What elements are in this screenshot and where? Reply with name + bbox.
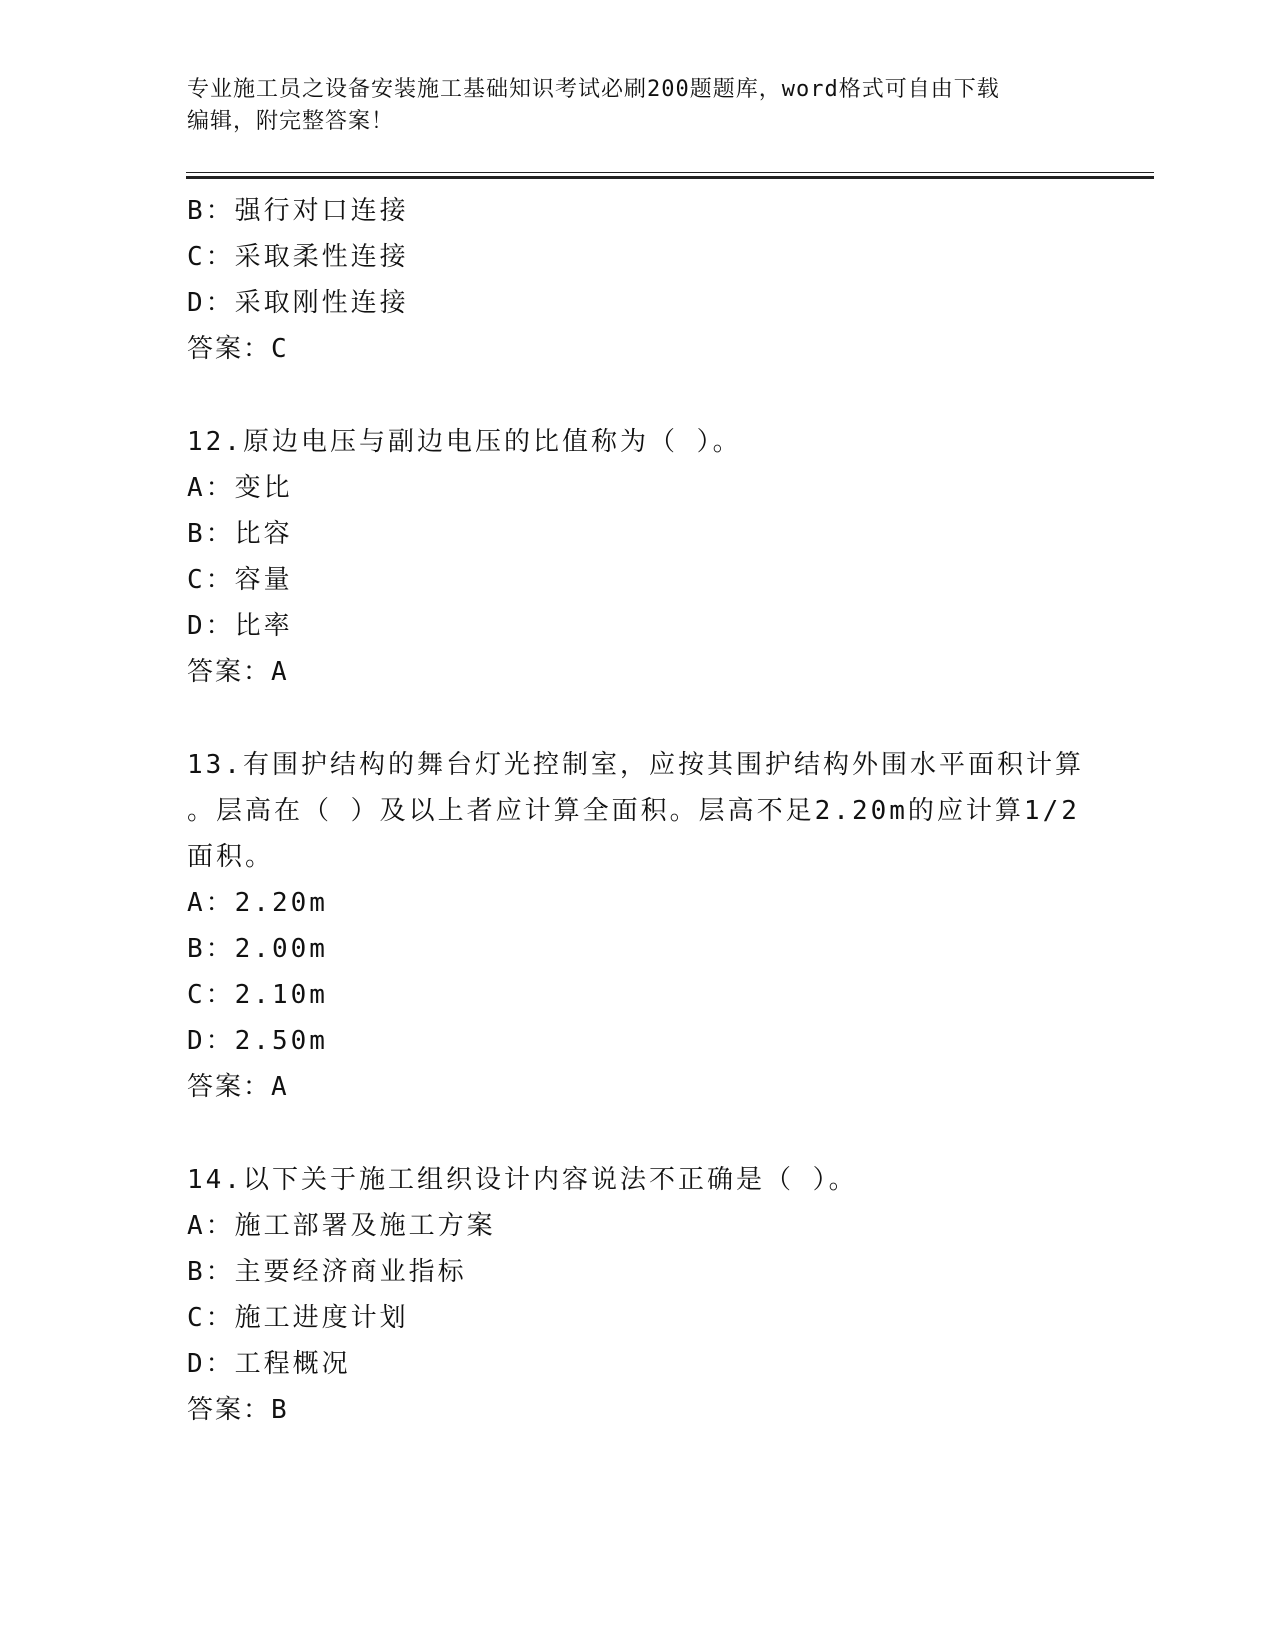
option-c: C：2.10m — [187, 980, 328, 1010]
option-b: B：强行对口连接 — [187, 196, 409, 226]
page-header — [187, 74, 1067, 138]
question-content — [187, 188, 1087, 1433]
option-b: B：2.00m — [187, 934, 328, 964]
option-d: D：工程概况 — [187, 1349, 351, 1379]
option-c: C：容量 — [187, 565, 293, 595]
option-c: C：施工进度计划 — [187, 1303, 409, 1333]
option-a: A：变比 — [187, 473, 293, 503]
answer: 答案：C — [187, 334, 289, 364]
header-line-2: 编辑，附完整答案！ — [187, 109, 395, 134]
question-stem: 14.以下关于施工组织设计内容说法不正确是（ ）。 — [187, 1165, 858, 1195]
answer: 答案：A — [187, 1072, 289, 1102]
question-stem-line-2: 。层高在（ ）及以上者应计算全面积。层高不足2.20m的应计算1/2 — [187, 796, 1080, 826]
header-rule-thick — [186, 176, 1154, 179]
option-d: D：采取刚性连接 — [187, 288, 409, 318]
question-stem: 12.原边电压与副边电压的比值称为（ ）。 — [187, 427, 742, 457]
option-a: A：2.20m — [187, 888, 328, 918]
question-stem-line-1: 13.有围护结构的舞台灯光控制室，应按其围护结构外围水平面积计算 — [187, 750, 1084, 780]
header-line-1: 专业施工员之设备安装施工基础知识考试必刷200题题库，word格式可自由下载 — [187, 77, 1000, 102]
header-rule-thin — [186, 172, 1154, 173]
question-12 — [187, 419, 1087, 695]
option-d: D：2.50m — [187, 1026, 328, 1056]
question-13 — [187, 742, 1087, 1110]
option-a: A：施工部署及施工方案 — [187, 1211, 496, 1241]
option-d: D：比率 — [187, 611, 293, 641]
answer: 答案：A — [187, 657, 289, 687]
question-14 — [187, 1157, 1087, 1433]
option-c: C：采取柔性连接 — [187, 242, 409, 272]
answer: 答案：B — [187, 1395, 289, 1425]
option-b: B：主要经济商业指标 — [187, 1257, 467, 1287]
question-stem-line-3: 面积。 — [187, 842, 275, 872]
option-b: B：比容 — [187, 519, 293, 549]
question-11-continued — [187, 188, 1087, 372]
